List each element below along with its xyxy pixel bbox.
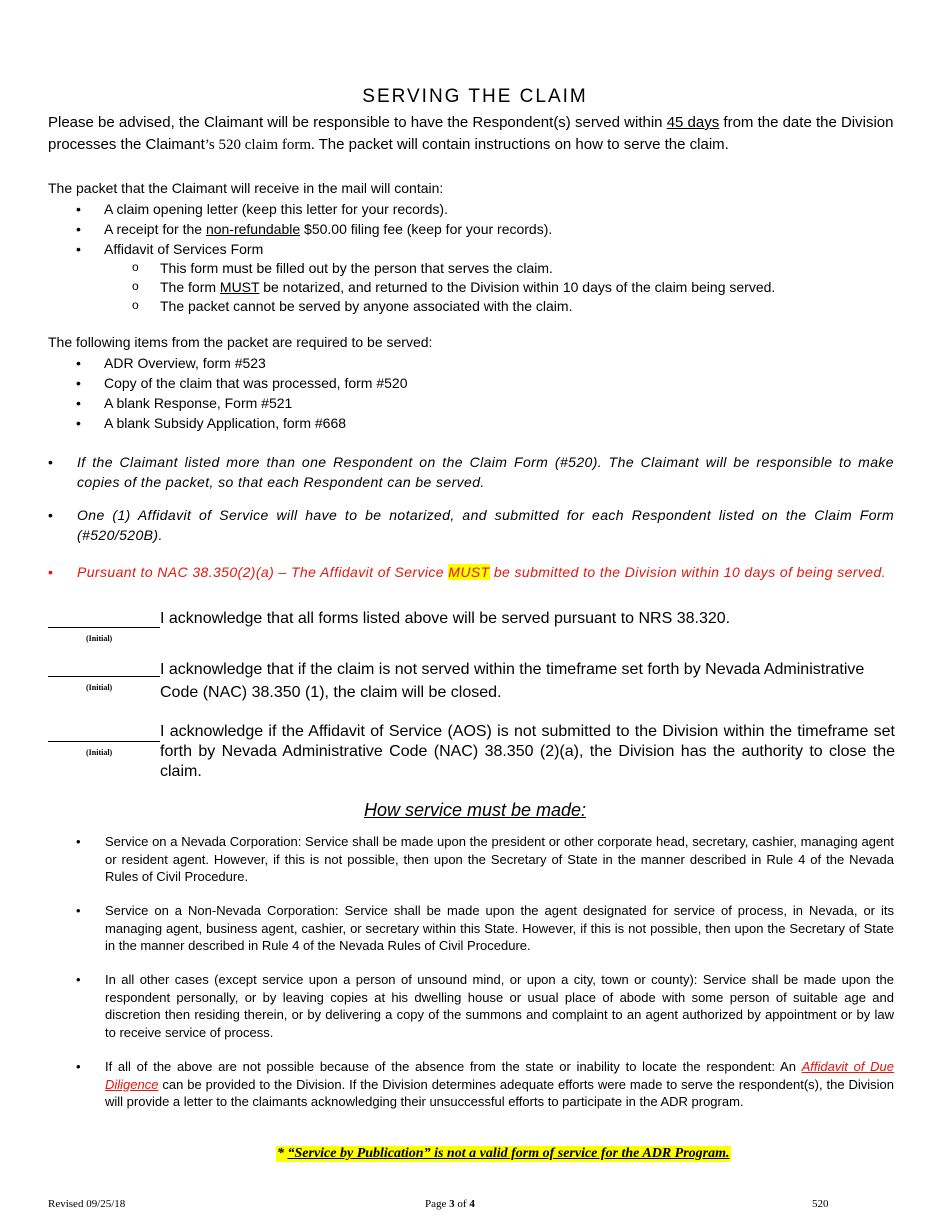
footer-revised: Revised 09/25/18 — [48, 1198, 126, 1210]
page-title: SERVING THE CLAIM — [362, 86, 588, 107]
section-heading: How service must be made: — [363, 800, 587, 820]
intro-text-3: ’s 520 claim form. — [204, 137, 315, 153]
required-heading: The following items from the packet are required to be served: — [48, 334, 433, 350]
bullet-icon: • — [48, 454, 53, 470]
list-item: • A receipt for the non-refundable $50.00 filing fee (keep for your records). — [48, 219, 894, 239]
footer-form-number: 520 — [812, 1198, 829, 1210]
footer-page-number: Page 3 of 4 — [425, 1198, 475, 1210]
intro-days: 45 days — [666, 114, 720, 131]
bullet-icon: • — [76, 972, 81, 987]
list-item: • Affidavit of Services Form — [48, 239, 894, 259]
sub-list-item: o The form MUST be notarized, and returned to the Division within 10 days of the claim being served. — [48, 278, 894, 297]
service-nevada-corporation: • Service on a Nevada Corporation: Service shall be made upon the president or other corporate head, secretary, cashier, managing agent or resident agent. However, if this is not possible, then upon the Secretary of State in the manner described in Rule 4 of the Nevada Rules of Civil Procedure. — [76, 834, 894, 884]
bullet-icon: • — [76, 834, 81, 849]
service-non-nevada-corporation: • Service on a Non-Nevada Corporation: Service shall be made upon the agent designated for service of process, in Nevada, or its managing agent, business agent, cashier, or secretary within this State. However, if this is not possible, then upon the Secretary of State in the manner described in Rule 4 of the Nevada Rules of Civil Procedure. — [76, 903, 894, 953]
acknowledgment-3: I acknowledge if the Affidavit of Service (AOS) is not submitted to the Division within the timeframe set forth by Nevada Administrative Code (NAC) 38.350 (2)(a), the Division has the authority to close the claim. — [160, 723, 895, 780]
initial-label: (Initial) — [86, 748, 113, 757]
initial-line[interactable] — [48, 676, 160, 677]
sub-list-item: o The packet cannot be served by anyone associated with the claim. — [48, 297, 894, 316]
list-item: • Copy of the claim that was processed, form #520 — [48, 373, 894, 393]
acknowledgment-1: I acknowledge that all forms listed above will be served pursuant to NRS 38.320. — [160, 610, 731, 627]
intro-text-2: from the date the Division processes the Claimant — [48, 114, 894, 153]
list-item: • A blank Response, Form #521 — [48, 393, 894, 413]
list-item: • A claim opening letter (keep this letter for your records). — [48, 199, 894, 219]
note-multiple-respondents: • If the Claimant listed more than one Respondent on the Claim Form (#520). The Claimant will be responsible to make copies of the packet, so that each Respondent can be served. — [48, 454, 894, 490]
service-other-cases: • In all other cases (except service upon a person of unsound mind, or upon a city, town or county): Service shall be made upon the respondent personally, or by leaving copies at his dwelling house or usual place of abode with some person of suitable age and discretion then residing therein, or by delivering a copy of the summons and complaint to an agent authorized by appointment or by law to receive service of process. — [76, 972, 894, 1040]
acknowledgment-2: I acknowledge that if the claim is not served within the timeframe set forth by Nevada Administrative Code (NAC) 38.350 (1), the claim will be closed. — [160, 661, 865, 701]
note-affidavit-notarized: • One (1) Affidavit of Service will have to be notarized, and submitted for each Respondent listed on the Claim Form (#520/520B). — [48, 507, 894, 543]
note-nac-deadline: • Pursuant to NAC 38.350(2)(a) – The Affidavit of Service MUST be submitted to the Division within 10 days of being served. — [48, 564, 886, 580]
intro-paragraph — [48, 112, 894, 156]
list-item: • ADR Overview, form #523 — [48, 353, 894, 373]
initial-label: (Initial) — [86, 683, 113, 692]
intro-text-1: Please be advised, the Claimant will be responsible to have the Respondent(s) served within — [48, 114, 667, 131]
publication-warning: * “Service by Publication” is not a valid form of service for the ADR Program. — [277, 1146, 730, 1161]
intro-text-4: The packet will contain instructions on how to serve the claim. — [314, 136, 729, 153]
initial-line[interactable] — [48, 741, 160, 742]
sub-list-item: o This form must be filled out by the person that serves the claim. — [48, 259, 894, 278]
initial-line[interactable] — [48, 627, 160, 628]
bullet-icon: • — [76, 903, 81, 918]
packet-heading: The packet that the Claimant will receive in the mail will contain: — [48, 180, 444, 196]
list-item: • A blank Subsidy Application, form #668 — [48, 413, 894, 433]
initial-label: (Initial) — [86, 634, 113, 643]
affidavit-due-diligence-link[interactable]: Affidavit of Due Diligence — [105, 1059, 894, 1092]
packet-list — [48, 199, 894, 316]
bullet-icon: • — [76, 1059, 81, 1074]
service-due-diligence: • If all of the above are not possible because of the absence from the state or inability to locate the respondent: An Affidavit of Due Diligence can be provided to the Division. If the Division determines adequate efforts were made to serve the respondent(s), the Division will provide a letter to the claimants acknowledging their unsuccessful efforts to participate in the ADR program. — [76, 1059, 894, 1109]
bullet-icon: • — [48, 507, 53, 523]
required-list — [48, 353, 894, 433]
bullet-icon: • — [48, 564, 53, 580]
